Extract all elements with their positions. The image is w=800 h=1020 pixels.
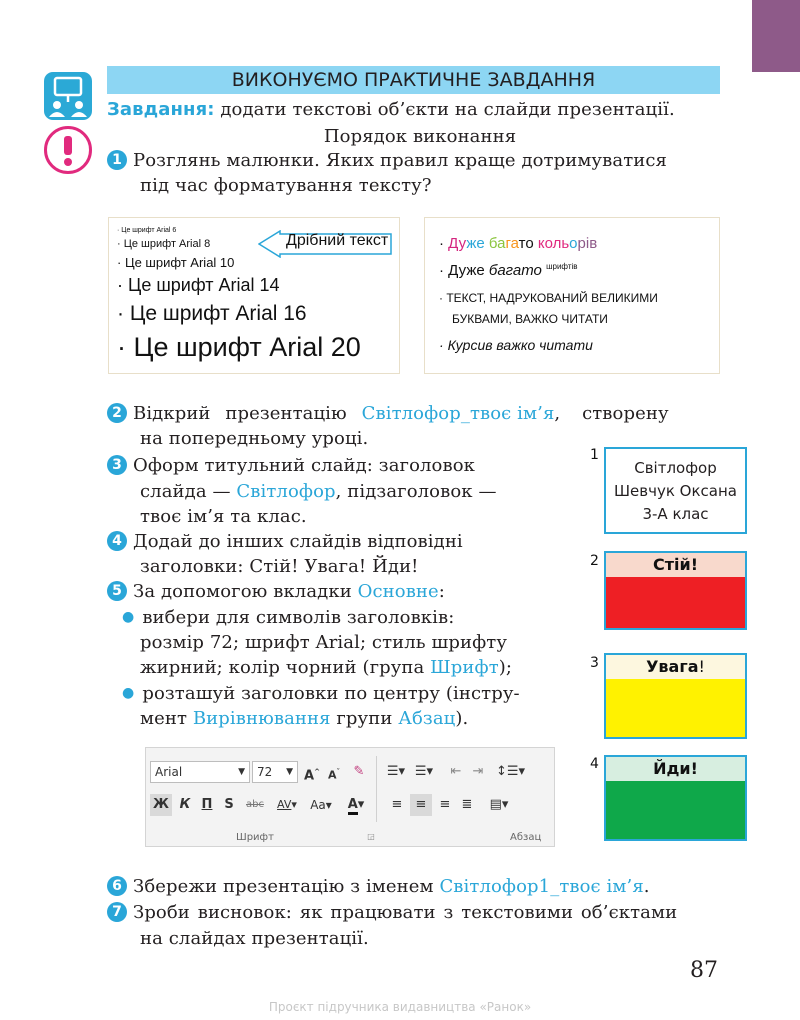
font-size-select[interactable]: 72 ▼	[252, 761, 298, 783]
slide-body	[606, 577, 745, 628]
rule-uppercase: · ТЕКСТ, НАДРУКОВАНИЙ ВЕЛИКИМИ	[439, 291, 658, 305]
slide-number: 1	[590, 447, 599, 463]
bold-button[interactable]: Ж	[150, 794, 172, 816]
step-1	[107, 150, 667, 171]
slide-3-attention	[604, 653, 747, 739]
step-3-line2: слайда — Світлофор, підзаголовок —	[140, 481, 497, 502]
step-number: 6	[107, 876, 127, 896]
chapter-color-tab	[752, 0, 800, 72]
step-7: 7 Зроби висновок: як працювати з текстовими об’єктами	[107, 902, 677, 923]
step-2: 2 Відкрий презентацію Світлофор_твоє ім’я, створену	[107, 403, 669, 424]
grow-font-button[interactable]: A^	[304, 768, 320, 784]
italic-button[interactable]: К	[179, 797, 191, 812]
step-2-line2: на попередньому уроці.	[140, 428, 369, 449]
slide-heading: Увага!	[606, 655, 745, 679]
slide-number: 2	[590, 553, 599, 569]
rule-many-colors: · Дуже багато кольорів	[439, 235, 598, 252]
step-number: 7	[107, 902, 127, 922]
slide-4-go	[604, 755, 747, 841]
rule-many-fonts: · Дуже багато $^{шрифтів}$	[439, 262, 578, 279]
slide-heading: Стій!	[606, 553, 745, 577]
group-divider	[376, 756, 377, 822]
step-number: 5	[107, 581, 127, 601]
shadow-button[interactable]: S	[224, 797, 234, 812]
small-text-callout	[258, 230, 392, 258]
bullet-1: ● вибери для символів заголовків:	[122, 607, 455, 628]
step-6: 6 Збережи презентацію з іменем Світлофор1_твоє ім’я.	[107, 876, 650, 897]
bullet-1-line3: жирний; колір чорний (група Шрифт);	[140, 657, 513, 678]
font-sample-10: · Це шрифт Arial 10	[117, 255, 235, 270]
font-sample-8: · Це шрифт Arial 8	[117, 238, 211, 250]
step-5: 5 За допомогою вкладки Основне:	[107, 581, 445, 602]
font-sample-20: · Це шрифт Arial 20	[117, 332, 361, 362]
procedure-title: Порядок виконання	[323, 126, 517, 147]
page-number: 87	[690, 958, 718, 983]
slide-heading: Йди!	[606, 757, 745, 781]
bullet-1-line2: розмір 72; шрифт Arial; стиль шрифту	[140, 632, 508, 653]
bullet-2: ● розташуй заголовки по центру (інстру-	[122, 683, 520, 704]
underline-button[interactable]: П	[201, 797, 213, 812]
bullet-2-line2: мент Вирівнювання групи Абзац).	[140, 708, 469, 729]
align-right-icon[interactable]: ≡	[439, 797, 451, 812]
step-3: 3 Оформ титульний слайд: заголовок	[107, 455, 475, 476]
rule-uppercase-line2: БУКВАМИ, ВАЖКО ЧИТАТИ	[452, 312, 608, 326]
font-color-button[interactable]: A▾	[344, 794, 368, 816]
font-sample-16: · Це шрифт Arial 16	[117, 302, 307, 325]
step-3-line3: твоє ім’я та клас.	[140, 506, 307, 527]
font-paragraph-ribbon	[145, 747, 555, 847]
change-case-button[interactable]: Aa▾	[310, 798, 332, 812]
file-name: Світлофор_твоє ім’я	[361, 403, 555, 424]
step-4-line2: заголовки: Стій! Увага! Йди!	[140, 556, 419, 577]
step-number: 3	[107, 455, 127, 475]
font-name-select[interactable]: Arial ▼	[150, 761, 250, 783]
section-header: ВИКОНУЄМО ПРАКТИЧНЕ ЗАВДАННЯ	[107, 66, 720, 94]
callout-text: Дрібний текст	[286, 232, 389, 249]
task-label: Завдання:	[107, 99, 215, 120]
font-sample-14: · Це шрифт Arial 14	[117, 275, 280, 295]
align-left-icon[interactable]: ≡	[391, 797, 403, 812]
tab-name: Основне	[357, 581, 439, 602]
columns-icon[interactable]: ▤▾	[489, 797, 509, 812]
clear-formatting-icon[interactable]: ✎	[353, 764, 365, 779]
step-number: 4	[107, 531, 127, 551]
strikethrough-button[interactable]: abc	[246, 799, 264, 810]
step-4: 4 Додай до інших слайдів відповідні	[107, 531, 463, 552]
numbering-icon[interactable]: ☰▾	[414, 764, 434, 779]
step-7-line2: на слайдах презентації.	[140, 928, 369, 949]
dialog-launcher-icon[interactable]: ◲	[367, 832, 375, 841]
justify-icon[interactable]: ≣	[461, 797, 473, 812]
practical-task-icon	[44, 72, 92, 120]
task-statement	[107, 99, 675, 120]
task-text: додати текстові об’єкти на слайди презентації.	[214, 99, 675, 120]
slide-body	[606, 781, 745, 839]
line-spacing-icon[interactable]: ↕☰▾	[496, 764, 526, 779]
formatting-rules-box	[424, 217, 720, 374]
font-sample-6: · Це шрифт Arial 6	[117, 227, 177, 234]
slide-2-stop	[604, 551, 747, 630]
slide-1-title: Світлофор Шевчук Оксана 3-А клас	[604, 447, 747, 534]
font-group-label: Шрифт	[236, 832, 274, 843]
step-number: 2	[107, 403, 127, 423]
bullets-icon[interactable]: ☰▾	[386, 764, 406, 779]
footer-note: Проєкт підручника видавництва «Ранок»	[268, 1000, 532, 1014]
shrink-font-button[interactable]: $A^ˇ$	[327, 768, 340, 782]
paragraph-group-label: Абзац	[510, 832, 542, 843]
rule-italic: · Курсив важко читати	[439, 337, 593, 353]
slide-body	[606, 679, 745, 737]
step-1-line2: під час форматування тексту?	[140, 175, 432, 196]
step-number: 1	[107, 150, 127, 170]
decrease-indent-icon[interactable]: ⇤	[450, 764, 462, 779]
file-name: Світлофор1_твоє ім’я	[439, 876, 644, 897]
slide-number: 3	[590, 655, 599, 671]
increase-indent-icon[interactable]: ⇥	[472, 764, 484, 779]
slide-number: 4	[590, 756, 599, 772]
step-text: Розглянь малюнки. Яких правил краще дотримуватися	[133, 150, 667, 171]
align-center-icon[interactable]: ≡	[410, 794, 432, 816]
character-spacing-button[interactable]: AV▾	[277, 798, 297, 811]
